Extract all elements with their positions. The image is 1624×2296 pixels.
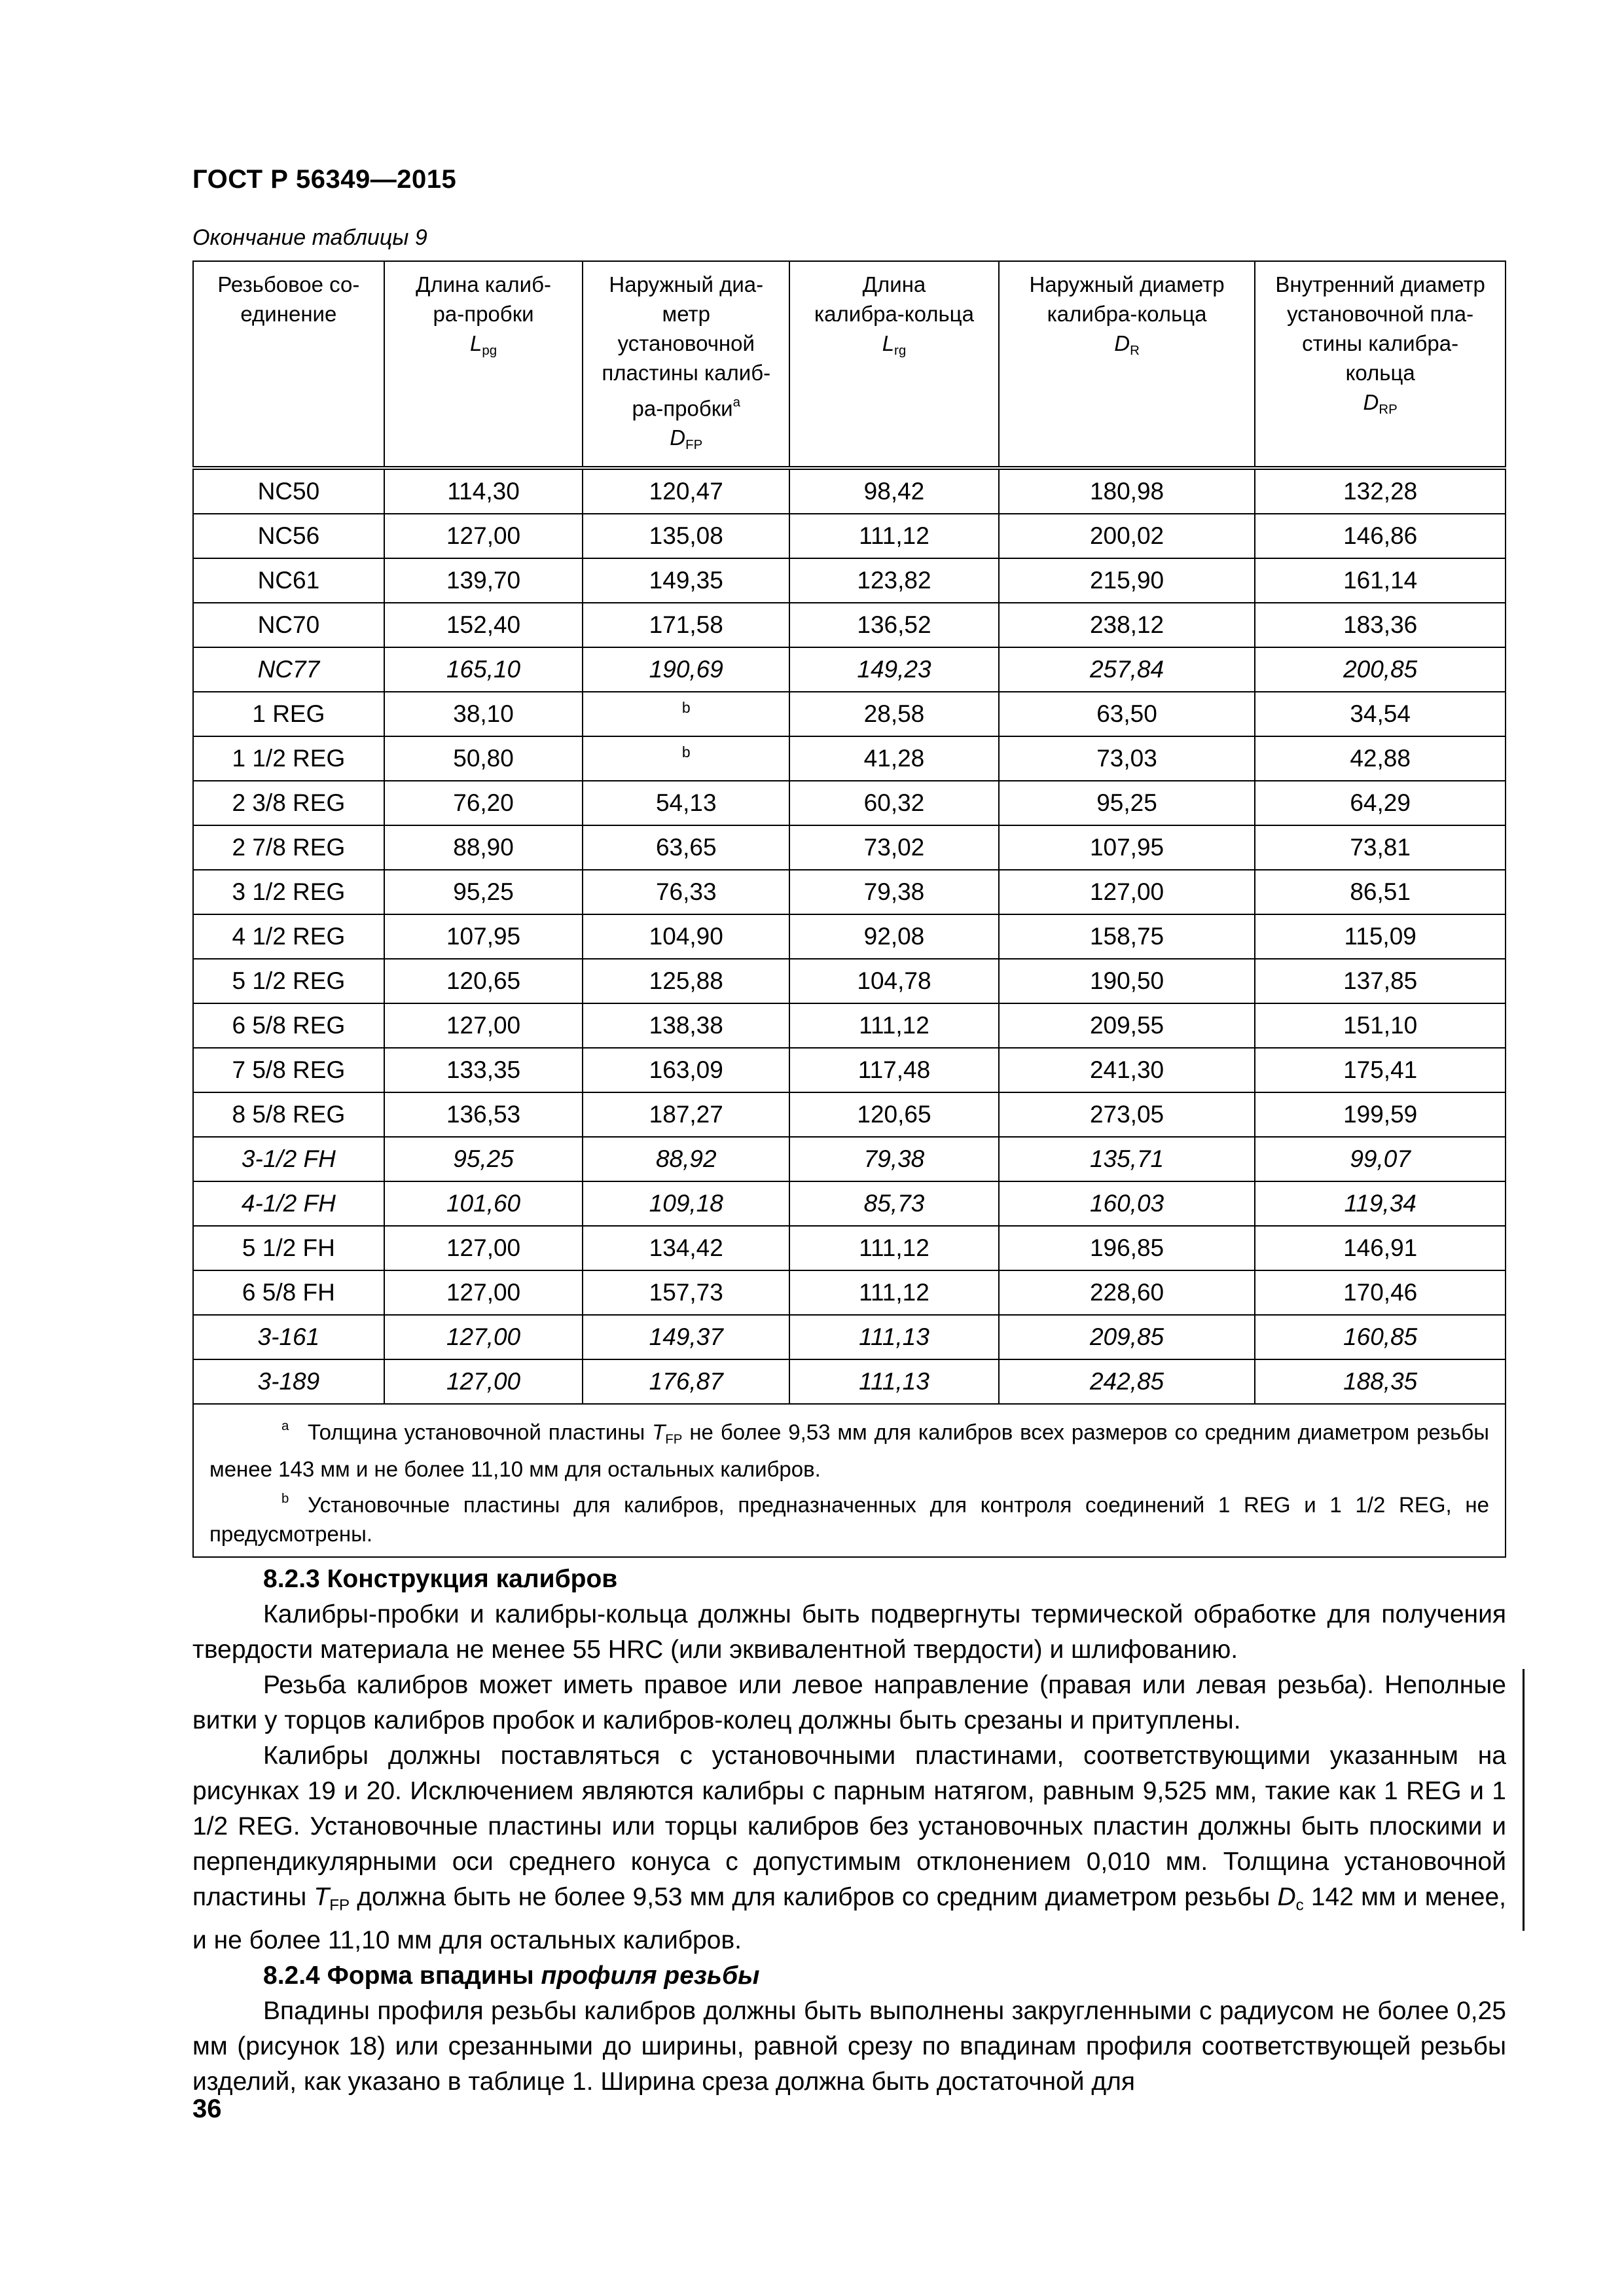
value-cell: 127,00 xyxy=(384,1270,583,1315)
header-label-line: Резьбовое со- xyxy=(217,272,360,296)
header-symbol: L xyxy=(470,331,482,355)
paragraph: Калибры-пробки и калибры-кольца должны быть подвергнуты термической обработке для получения твердости материала не менее 55 HRC (или эквивалентной твердости) и шлифованию. xyxy=(192,1600,1506,1664)
connection-cell: 1 REG xyxy=(193,692,384,736)
table-row xyxy=(193,870,1506,914)
value-cell: 132,28 xyxy=(1255,468,1506,514)
column-header xyxy=(789,261,999,468)
value-cell xyxy=(583,692,789,736)
value-cell: 111,12 xyxy=(789,1270,999,1315)
value-cell: 76,20 xyxy=(384,781,583,825)
value-cell: 137,85 xyxy=(1255,959,1506,1003)
value-cell: 149,35 xyxy=(583,558,789,603)
value-cell: 228,60 xyxy=(999,1270,1255,1315)
table-row xyxy=(193,736,1506,781)
connection-cell: 1 1/2 REG xyxy=(193,736,384,781)
value-cell: 101,60 xyxy=(384,1181,583,1226)
value-cell: 114,30 xyxy=(384,468,583,514)
footnote-marker: b xyxy=(681,699,691,717)
header-label-line: калибра-кольца xyxy=(1047,302,1207,326)
value-cell: 127,00 xyxy=(384,1003,583,1048)
header-symbol: L xyxy=(882,331,895,355)
value-cell: 85,73 xyxy=(789,1181,999,1226)
value-cell: 111,13 xyxy=(789,1359,999,1404)
value-cell: 157,73 xyxy=(583,1270,789,1315)
value-cell: 120,47 xyxy=(583,468,789,514)
table-notes xyxy=(193,1404,1506,1557)
header-symbol-subscript: rg xyxy=(894,343,907,359)
value-cell: 127,00 xyxy=(384,514,583,558)
value-cell: 125,88 xyxy=(583,959,789,1003)
body-text xyxy=(192,1562,1506,2100)
value-cell: 136,53 xyxy=(384,1092,583,1137)
footnote-marker: b xyxy=(681,744,691,761)
value-cell: 99,07 xyxy=(1255,1137,1506,1181)
footnote-mark xyxy=(209,1484,308,1519)
value-cell: 199,59 xyxy=(1255,1092,1506,1137)
header-symbol-subscript: FP xyxy=(685,437,703,453)
footnote-marker: a xyxy=(732,395,740,410)
table-row xyxy=(193,1270,1506,1315)
footnote xyxy=(209,1484,1489,1549)
connection-cell: 4-1/2 FH xyxy=(193,1181,384,1226)
value-cell: 149,37 xyxy=(583,1315,789,1359)
connection-cell: NC77 xyxy=(193,647,384,692)
table-row xyxy=(193,692,1506,736)
value-cell: 95,25 xyxy=(999,781,1255,825)
table-header-row xyxy=(193,261,1506,468)
value-cell: 117,48 xyxy=(789,1048,999,1092)
value-cell: 120,65 xyxy=(384,959,583,1003)
connection-cell: 3-161 xyxy=(193,1315,384,1359)
value-cell: 171,58 xyxy=(583,603,789,647)
value-cell: 38,10 xyxy=(384,692,583,736)
column-header xyxy=(384,261,583,468)
value-cell: 209,55 xyxy=(999,1003,1255,1048)
value-cell: 158,75 xyxy=(999,914,1255,959)
footnote-symbol: T xyxy=(652,1420,666,1444)
header-label-line: Наружный диа- xyxy=(609,272,764,296)
value-cell: 146,86 xyxy=(1255,514,1506,558)
table-row xyxy=(193,781,1506,825)
value-cell: 175,41 xyxy=(1255,1048,1506,1092)
value-cell: 73,81 xyxy=(1255,825,1506,870)
table-row xyxy=(193,825,1506,870)
value-cell: 180,98 xyxy=(999,468,1255,514)
paragraph: Калибры должны поставляться с установочными пластинами, соответствующими указанным на рисунках 19 и 20. Исключением являются калибры с парным натягом, равным 9,525 мм, такие как 1 REG и 1 1/2 REG. Установочные пластины или торцы калибров без установочных пластин должны быть плоскими и перпендикулярными оси среднего конуса с допустимым отклонением 0,010 мм. Толщина установочной пластины $T_{FP}$ должна быть не более 9,53 мм для калибров со средним диаметром резьбы $D_c$ 142 мм и менее, и не более 11,10 мм для остальных калибров. xyxy=(192,1742,1507,1955)
value-cell: 88,92 xyxy=(583,1137,789,1181)
footnote-mark-letter: b xyxy=(281,1490,289,1506)
value-cell: 209,85 xyxy=(999,1315,1255,1359)
paragraph: Резьба калибров может иметь правое или левое направление (правая или левая резьба). Неполные витки у торцов калибров пробок и калибров-колец должны быть срезаны и притуплены. xyxy=(192,1671,1506,1734)
value-cell: 63,65 xyxy=(583,825,789,870)
table-row xyxy=(193,1003,1506,1048)
connection-cell: NC61 xyxy=(193,558,384,603)
table-caption: Окончание таблицы 9 xyxy=(192,225,427,250)
document-header: ГОСТ Р 56349—2015 xyxy=(192,165,457,194)
section-heading-8-2-3: 8.2.3 Конструкция калибров xyxy=(263,1565,618,1593)
value-cell: 73,02 xyxy=(789,825,999,870)
value-cell: 161,14 xyxy=(1255,558,1506,603)
value-cell: 115,09 xyxy=(1255,914,1506,959)
value-cell: 188,35 xyxy=(1255,1359,1506,1404)
connection-cell: 5 1/2 FH xyxy=(193,1226,384,1270)
value-cell: 163,09 xyxy=(583,1048,789,1092)
value-cell: 170,46 xyxy=(1255,1270,1506,1315)
value-cell: 196,85 xyxy=(999,1226,1255,1270)
paragraph: Впадины профиля резьбы калибров должны быть выполнены закругленными с радиусом не более 0,25 мм (рисунок 18) или срезанными до ширины, равной срезу по впадинам профиля соответствующей резьбы изделий, как указано в таблице 1. Ширина среза должна быть достаточной для xyxy=(192,1997,1506,2096)
header-label-line: пластины калиб- xyxy=(602,361,771,385)
value-cell: 215,90 xyxy=(999,558,1255,603)
value-cell: 111,12 xyxy=(789,1003,999,1048)
value-cell: 92,08 xyxy=(789,914,999,959)
value-cell: 200,02 xyxy=(999,514,1255,558)
table-row xyxy=(193,1137,1506,1181)
value-cell: 241,30 xyxy=(999,1048,1255,1092)
table-row xyxy=(193,959,1506,1003)
table-row xyxy=(193,468,1506,514)
value-cell: 79,38 xyxy=(789,1137,999,1181)
revision-bar xyxy=(1523,1669,1525,1931)
table-row xyxy=(193,1359,1506,1404)
header-label-line: метр xyxy=(662,302,710,326)
header-label-line: установочной xyxy=(617,331,755,355)
connection-cell: 6 5/8 REG xyxy=(193,1003,384,1048)
value-cell: 190,50 xyxy=(999,959,1255,1003)
value-cell: 151,10 xyxy=(1255,1003,1506,1048)
header-label-line: единение xyxy=(240,302,337,326)
connection-cell: 8 5/8 REG xyxy=(193,1092,384,1137)
table-row xyxy=(193,1181,1506,1226)
header-symbol-subscript: RP xyxy=(1379,402,1398,418)
value-cell: 111,13 xyxy=(789,1315,999,1359)
value-cell: 88,90 xyxy=(384,825,583,870)
table-row xyxy=(193,514,1506,558)
value-cell: 104,90 xyxy=(583,914,789,959)
value-cell: 76,33 xyxy=(583,870,789,914)
header-label-line: ра-пробки xyxy=(433,302,534,326)
footnote-mark xyxy=(209,1411,308,1446)
header-label-line: Наружный диаметр xyxy=(1029,272,1225,296)
header-label-line: ра-пробки xyxy=(632,396,733,421)
value-cell: 64,29 xyxy=(1255,781,1506,825)
value-cell: 160,03 xyxy=(999,1181,1255,1226)
connection-cell: NC50 xyxy=(193,468,384,514)
header-symbol-subscript: R xyxy=(1130,343,1140,359)
value-cell: 79,38 xyxy=(789,870,999,914)
header-symbol: D xyxy=(1363,390,1379,414)
value-cell: 273,05 xyxy=(999,1092,1255,1137)
value-cell: 165,10 xyxy=(384,647,583,692)
value-cell: 42,88 xyxy=(1255,736,1506,781)
value-cell: 183,36 xyxy=(1255,603,1506,647)
value-cell: 34,54 xyxy=(1255,692,1506,736)
value-cell: 120,65 xyxy=(789,1092,999,1137)
value-cell: 60,32 xyxy=(789,781,999,825)
value-cell: 190,69 xyxy=(583,647,789,692)
table-row xyxy=(193,914,1506,959)
value-cell: 98,42 xyxy=(789,468,999,514)
table-row xyxy=(193,1315,1506,1359)
section-heading-8-2-4: 8.2.4 Форма впадины профиля резьбы xyxy=(263,1962,760,1990)
value-cell: 104,78 xyxy=(789,959,999,1003)
column-header xyxy=(999,261,1255,468)
table-notes-row xyxy=(193,1404,1506,1557)
value-cell: 111,12 xyxy=(789,514,999,558)
header-symbol-subscript: pg xyxy=(482,343,497,359)
footnote-text: не более 9,53 мм для калибров всех размеров со средним диаметром резьбы менее 143 мм и не более 11,10 мм для остальных калибров. xyxy=(209,1420,1489,1481)
header-label-line: Внутренний диаметр xyxy=(1275,272,1485,296)
value-cell: 95,25 xyxy=(384,1137,583,1181)
table-row xyxy=(193,1048,1506,1092)
value-cell: 160,85 xyxy=(1255,1315,1506,1359)
value-cell: 139,70 xyxy=(384,558,583,603)
value-cell: 138,38 xyxy=(583,1003,789,1048)
table-row xyxy=(193,558,1506,603)
header-label-line: Длина калиб- xyxy=(416,272,551,296)
value-cell: 86,51 xyxy=(1255,870,1506,914)
connection-cell: NC56 xyxy=(193,514,384,558)
value-cell: 123,82 xyxy=(789,558,999,603)
footnote-text: Толщина установочной пластины xyxy=(308,1420,653,1444)
table-row xyxy=(193,1092,1506,1137)
value-cell: 149,23 xyxy=(789,647,999,692)
footnote-symbol-subscript: FP xyxy=(665,1431,683,1447)
header-label-line: калибра-кольца xyxy=(814,302,974,326)
value-cell: 73,03 xyxy=(999,736,1255,781)
value-cell: 133,35 xyxy=(384,1048,583,1092)
value-cell: 187,27 xyxy=(583,1092,789,1137)
connection-cell: 2 3/8 REG xyxy=(193,781,384,825)
value-cell: 200,85 xyxy=(1255,647,1506,692)
value-cell: 176,87 xyxy=(583,1359,789,1404)
value-cell: 107,95 xyxy=(384,914,583,959)
footnote-text: Установочные пластины для калибров, предназначенных для контроля соединений 1 REG и 1 1/2 REG, не предусмотрены. xyxy=(209,1492,1489,1547)
header-label-line: Длина xyxy=(862,272,926,296)
value-cell: 242,85 xyxy=(999,1359,1255,1404)
value-cell: 135,71 xyxy=(999,1137,1255,1181)
connection-cell: 7 5/8 REG xyxy=(193,1048,384,1092)
value-cell: 152,40 xyxy=(384,603,583,647)
value-cell: 54,13 xyxy=(583,781,789,825)
value-cell: 50,80 xyxy=(384,736,583,781)
value-cell: 135,08 xyxy=(583,514,789,558)
header-symbol: D xyxy=(670,425,686,450)
value-cell: 127,00 xyxy=(384,1359,583,1404)
value-cell xyxy=(583,736,789,781)
value-cell: 136,52 xyxy=(789,603,999,647)
column-header xyxy=(583,261,789,468)
value-cell: 146,91 xyxy=(1255,1226,1506,1270)
value-cell: 111,12 xyxy=(789,1226,999,1270)
value-cell: 134,42 xyxy=(583,1226,789,1270)
table-body xyxy=(193,468,1506,1557)
column-header xyxy=(193,261,384,468)
value-cell: 127,00 xyxy=(384,1315,583,1359)
value-cell: 127,00 xyxy=(999,870,1255,914)
column-header xyxy=(1255,261,1506,468)
value-cell: 119,34 xyxy=(1255,1181,1506,1226)
footnote-mark-letter: a xyxy=(281,1418,289,1434)
value-cell: 28,58 xyxy=(789,692,999,736)
header-symbol: D xyxy=(1114,331,1130,355)
value-cell: 127,00 xyxy=(384,1226,583,1270)
table-row xyxy=(193,1226,1506,1270)
connection-cell: 4 1/2 REG xyxy=(193,914,384,959)
header-label-line: установочной пла- xyxy=(1287,302,1474,326)
footnote xyxy=(209,1411,1489,1483)
value-cell: 107,95 xyxy=(999,825,1255,870)
connection-cell: 6 5/8 FH xyxy=(193,1270,384,1315)
connection-cell: 3-189 xyxy=(193,1359,384,1404)
value-cell: 257,84 xyxy=(999,647,1255,692)
header-label-line: стины калибра- xyxy=(1302,331,1459,355)
value-cell: 63,50 xyxy=(999,692,1255,736)
connection-cell: 5 1/2 REG xyxy=(193,959,384,1003)
gauge-dimensions-table xyxy=(192,260,1506,1558)
header-label-line: кольца xyxy=(1345,361,1415,385)
connection-cell: 3-1/2 FH xyxy=(193,1137,384,1181)
value-cell: 238,12 xyxy=(999,603,1255,647)
table-row xyxy=(193,647,1506,692)
value-cell: 41,28 xyxy=(789,736,999,781)
table-row xyxy=(193,603,1506,647)
connection-cell: NC70 xyxy=(193,603,384,647)
connection-cell: 3 1/2 REG xyxy=(193,870,384,914)
value-cell: 95,25 xyxy=(384,870,583,914)
value-cell: 109,18 xyxy=(583,1181,789,1226)
connection-cell: 2 7/8 REG xyxy=(193,825,384,870)
page-number: 36 xyxy=(192,2094,222,2123)
